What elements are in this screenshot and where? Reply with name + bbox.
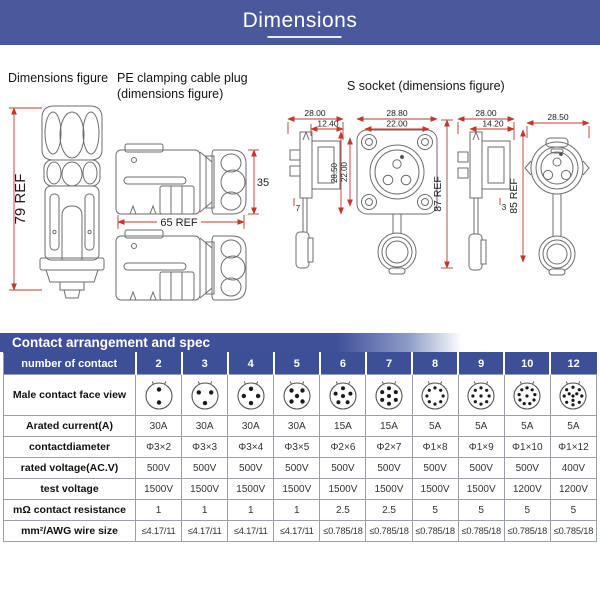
dim-s2-side: 28.50 <box>330 162 339 184</box>
spec-cell: Φ3×3 <box>182 437 228 458</box>
contact-count-header: 8 <box>412 353 458 375</box>
spec-cell: 5A <box>550 416 596 437</box>
spec-cell: 30A <box>274 416 320 437</box>
dim-s3-w: 28.00 <box>475 108 497 118</box>
spec-cell: ≤4.17/11 <box>228 521 274 542</box>
contact-face-diagram <box>234 379 268 413</box>
contact-face-diagram <box>510 379 544 413</box>
spec-cell: 5A <box>504 416 550 437</box>
table-header-row <box>4 353 597 375</box>
contact-count-header: 3 <box>182 353 228 375</box>
spec-cell: 5 <box>550 500 596 521</box>
spec-cell: Φ3×2 <box>136 437 182 458</box>
socket-round-front-view <box>525 138 589 275</box>
spec-cell: 500V <box>274 458 320 479</box>
spec-cell: 1500V <box>228 479 274 500</box>
spec-cell: Φ1×10 <box>504 437 550 458</box>
socket-side-view-2 <box>458 132 510 270</box>
spec-cell: Φ2×6 <box>320 437 366 458</box>
spec-cell: 1 <box>228 500 274 521</box>
spec-cell: 5 <box>412 500 458 521</box>
spec-cell: 1 <box>274 500 320 521</box>
dim-s4-w: 28.50 <box>547 112 569 122</box>
dim-79ref: 79 REF <box>12 173 29 225</box>
dim-85ref: 85 REF <box>508 178 520 214</box>
spec-cell: 1 <box>136 500 182 521</box>
title-underline <box>267 36 341 38</box>
spec-cell: 500V <box>412 458 458 479</box>
contact-count-header: 12 <box>550 353 596 375</box>
spec-cell: ≤4.17/11 <box>182 521 228 542</box>
spec-cell: ≤4.17/11 <box>136 521 182 542</box>
dim-s2-side-inner: 22.00 <box>340 161 349 183</box>
spec-cell: ≤0.785/18 <box>320 521 366 542</box>
face-cell <box>274 375 320 416</box>
spec-cell: 500V <box>458 458 504 479</box>
socket-flange-front-view <box>357 130 437 274</box>
spec-cell: 1500V <box>412 479 458 500</box>
face-cell <box>136 375 182 416</box>
spec-section-header <box>0 333 600 352</box>
spec-row <box>4 500 597 521</box>
contact-face-diagram <box>188 379 222 413</box>
spec-cell: 500V <box>366 458 412 479</box>
spec-cell: 1500V <box>458 479 504 500</box>
row-label: rated voltage(AC.V) <box>4 458 136 479</box>
contact-face-diagram <box>372 379 406 413</box>
spec-cell: 400V <box>550 458 596 479</box>
spec-cell: 500V <box>136 458 182 479</box>
row-label: mm²/AWG wire size <box>4 521 136 542</box>
face-cell <box>412 375 458 416</box>
spec-cell: 15A <box>320 416 366 437</box>
contact-face-diagram <box>280 379 314 413</box>
face-cell <box>320 375 366 416</box>
spec-table <box>3 352 597 542</box>
spec-cell: ≤0.785/18 <box>550 521 596 542</box>
dim-s3-foot: 3 <box>501 203 507 212</box>
dim-s1-w: 28.00 <box>304 108 326 118</box>
header-label-cell: number of contact <box>4 353 136 375</box>
spec-cell: 30A <box>182 416 228 437</box>
row-label: mΩ contact resistance <box>4 500 136 521</box>
spec-cell: ≤0.785/18 <box>366 521 412 542</box>
pe-plug-side-drawing <box>116 144 246 214</box>
spec-cell: 5A <box>412 416 458 437</box>
spec-cell: ≤0.785/18 <box>504 521 550 542</box>
dim-65ref: 65 REF <box>160 217 198 229</box>
pe-plug-top-drawing <box>116 230 246 300</box>
middle-caption-line2: (dimensions figure) <box>117 87 224 101</box>
contact-face-diagram <box>326 379 360 413</box>
face-cell <box>504 375 550 416</box>
spec-cell: ≤0.785/18 <box>412 521 458 542</box>
spec-cell: Φ3×4 <box>228 437 274 458</box>
spec-cell: Φ2×7 <box>366 437 412 458</box>
spec-cell: 500V <box>320 458 366 479</box>
contact-count-header: 6 <box>320 353 366 375</box>
spec-cell: Φ3×5 <box>274 437 320 458</box>
spec-row <box>4 479 597 500</box>
face-view-row <box>4 375 597 416</box>
spec-cell: 30A <box>228 416 274 437</box>
spec-row <box>4 521 597 542</box>
spec-cell: 1500V <box>274 479 320 500</box>
dim-s2-w: 28.80 <box>386 108 408 118</box>
spec-cell: 5 <box>504 500 550 521</box>
dim-87ref: 87 REF <box>432 176 444 212</box>
spec-cell: Φ1×8 <box>412 437 458 458</box>
spec-cell: 5 <box>458 500 504 521</box>
contact-count-header: 2 <box>136 353 182 375</box>
row-label: contactdiameter <box>4 437 136 458</box>
spec-row <box>4 458 597 479</box>
spec-cell: 500V <box>504 458 550 479</box>
spec-row <box>4 416 597 437</box>
contact-face-diagram <box>464 379 498 413</box>
page-title: Dimensions <box>242 9 358 32</box>
contact-face-diagram <box>418 379 452 413</box>
face-cell <box>550 375 596 416</box>
contact-face-diagram <box>142 379 176 413</box>
face-cell <box>182 375 228 416</box>
contact-face-diagram <box>556 379 590 413</box>
left-figure-caption: Dimensions figure <box>8 71 109 85</box>
spec-cell: ≤0.785/18 <box>458 521 504 542</box>
spec-cell: Φ1×9 <box>458 437 504 458</box>
spec-cell: 15A <box>366 416 412 437</box>
spec-cell: 1500V <box>136 479 182 500</box>
spec-cell: 2.5 <box>366 500 412 521</box>
spec-section-title: Contact arrangement and spec <box>12 335 211 350</box>
spec-cell: 1 <box>182 500 228 521</box>
dim-s1-foot: 7 <box>295 204 301 213</box>
dimensions-banner <box>0 0 600 45</box>
dim-35: 35 <box>256 177 270 189</box>
row-label: Arated current(A) <box>4 416 136 437</box>
row-label: test voltage <box>4 479 136 500</box>
cable-plug-vertical-drawing <box>40 106 104 298</box>
contact-count-header: 10 <box>504 353 550 375</box>
row-label: Male contact face view <box>4 375 136 416</box>
face-cell <box>366 375 412 416</box>
spec-cell: 500V <box>228 458 274 479</box>
face-cell <box>228 375 274 416</box>
spec-cell: 500V <box>182 458 228 479</box>
contact-count-header: 9 <box>458 353 504 375</box>
spec-cell: 1200V <box>504 479 550 500</box>
middle-caption-line1: PE clamping cable plug <box>117 71 248 85</box>
spec-cell: 5A <box>458 416 504 437</box>
spec-cell: ≤4.17/11 <box>274 521 320 542</box>
spec-cell: 1500V <box>320 479 366 500</box>
dim-s3-inner: 14.20 <box>482 118 504 129</box>
contact-count-header: 4 <box>228 353 274 375</box>
spec-cell: 1500V <box>366 479 412 500</box>
contact-count-header: 5 <box>274 353 320 375</box>
spec-cell: 30A <box>136 416 182 437</box>
socket-side-view-1 <box>290 132 340 268</box>
spec-cell: 1500V <box>182 479 228 500</box>
socket-figure-caption: S socket (dimensions figure) <box>347 79 505 93</box>
spec-row <box>4 437 597 458</box>
face-cell <box>458 375 504 416</box>
dim-s2-inner: 22.00 <box>386 118 408 129</box>
contact-count-header: 7 <box>366 353 412 375</box>
spec-cell: Φ1×12 <box>550 437 596 458</box>
technical-drawings <box>0 45 600 335</box>
dim-s1-inner: 12.40 <box>317 118 339 129</box>
spec-cell: 2.5 <box>320 500 366 521</box>
spec-cell: 1200V <box>550 479 596 500</box>
